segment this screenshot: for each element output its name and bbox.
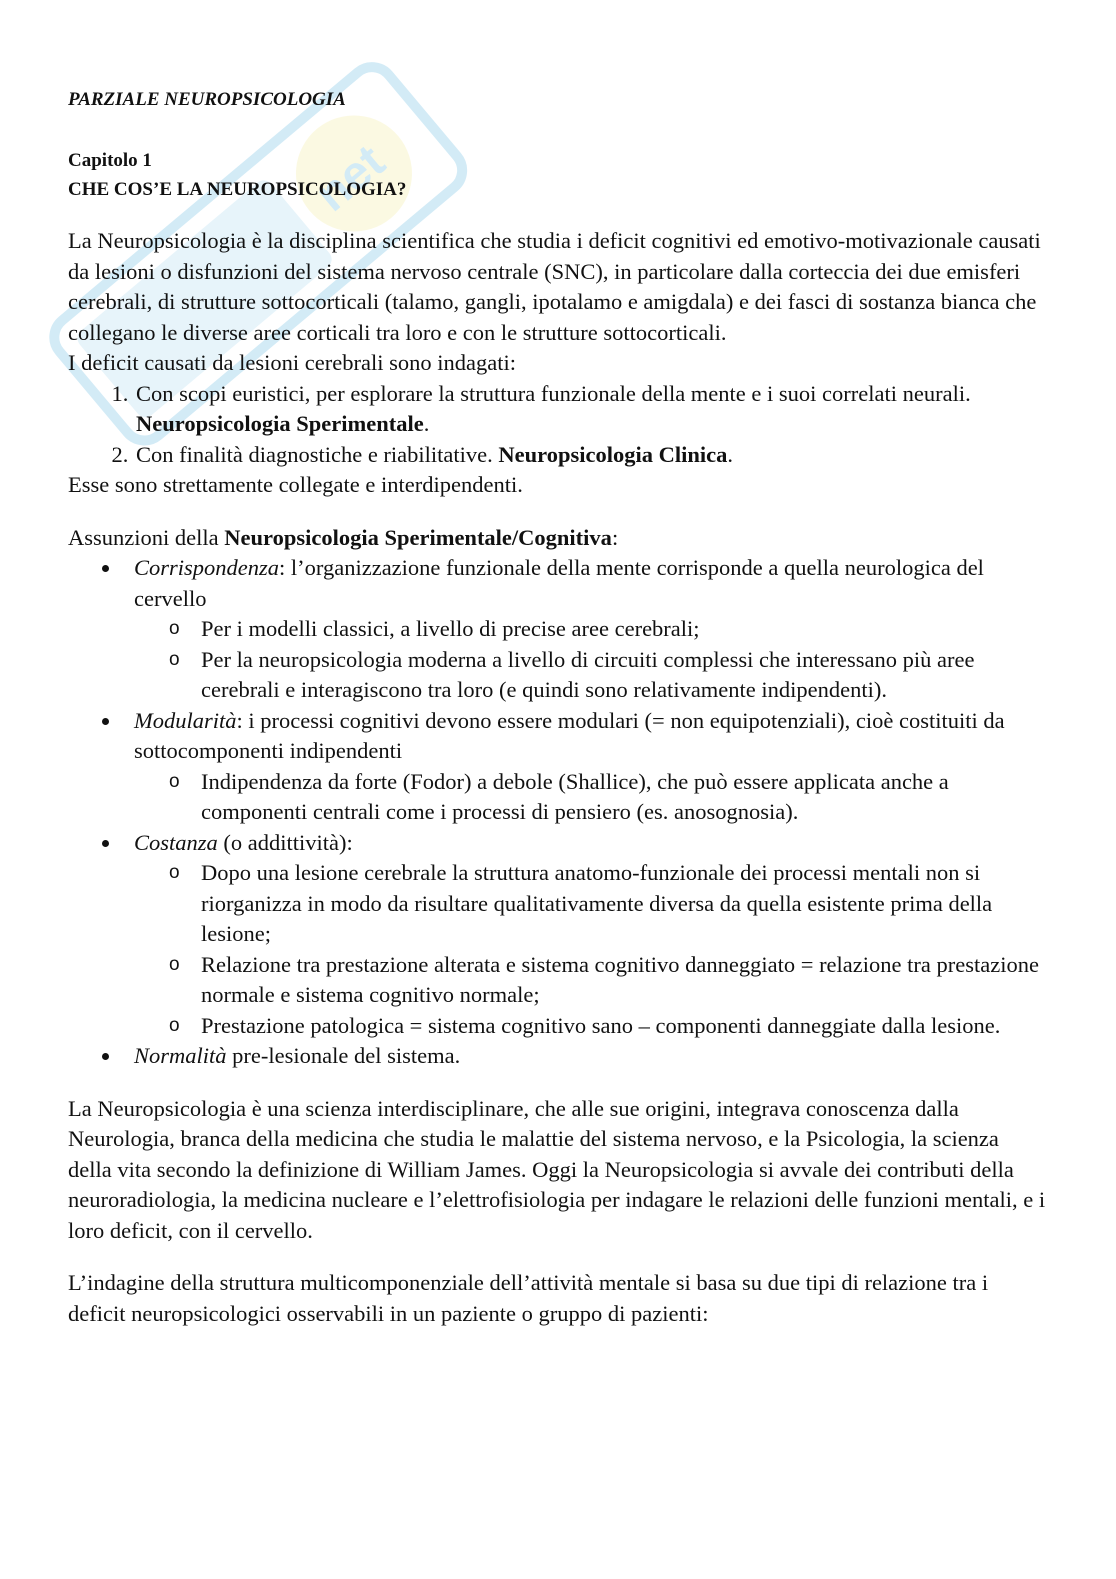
- bullet-icon: [102, 840, 109, 847]
- bullet-icon: [102, 718, 109, 725]
- sub-list-item: [169, 858, 1048, 950]
- sub-list-text: Prestazione patologica = sistema cognitivo sano – componenti danneggiate dalla lesione.: [201, 1012, 1001, 1038]
- assumption-text: : i processi cognitivi devono essere modulari (= non equipotenziali), cioè costituiti da sottocomponenti indipendenti: [134, 707, 1005, 763]
- watermark-text: net: [305, 135, 395, 222]
- assumption-term: Modularità: [134, 707, 237, 733]
- circle-bullet-icon: o: [169, 862, 180, 883]
- intro-conclusion: Esse sono strettamente collegate e interdipendenti.: [68, 472, 523, 497]
- sub-list-item: [169, 1011, 1048, 1042]
- circle-bullet-icon: o: [169, 770, 180, 792]
- document-page: [68, 88, 1048, 1329]
- sub-list-text: Relazione tra prestazione alterata e sistema cognitivo danneggiato = relazione tra prestazione normale e sistema cognitivo normale;: [201, 951, 1039, 1007]
- closing-paragraph-1: La Neuropsicologia è una scienza interdisciplinare, che alle sue origini, integrava conoscenza dalla Neurologia, branca della medicina che studia le malattie del sistema nervoso, e la Psicologia, la scienza della vita secondo la definizione di William James. Oggi la Neuropsicologia si avvale dei contributi della neuroradiologia, la medicina nucleare e l’elettrofisiologia per indagare le relazioni delle funzioni mentali, e i loro deficit, con il cervello.: [68, 1095, 1046, 1243]
- chapter-number: Capitolo 1: [68, 150, 152, 171]
- assumption-term: Costanza: [134, 829, 218, 855]
- list-item-bold: Neuropsicologia Sperimentale: [136, 411, 424, 436]
- assumption-text: pre-lesionale del sistema.: [226, 1043, 461, 1068]
- sub-list-text: Indipendenza da forte (Fodor) a debole (Shallice), che può essere applicata anche a componenti centrali come i processi di pensiero (es. anosognosia).: [201, 768, 949, 824]
- list-item-text: Con finalità diagnostiche e riabilitative.: [136, 441, 499, 467]
- assumption-item: [134, 706, 1048, 828]
- list-item: [134, 440, 1048, 471]
- sub-list-text: Per la neuropsicologia moderna a livello di circuiti complessi che interessano più aree cerebrali e interagiscono tra loro (e quindi sono relativamente indipendenti).: [201, 646, 975, 702]
- sub-list-item: [169, 767, 1048, 828]
- circle-bullet-icon: o: [169, 618, 180, 639]
- intro-paragraph: La Neuropsicologia è la disciplina scientifica che studia i deficit cognitivi ed emotivo-motivazionale causati da lesioni o disfunzioni del sistema nervoso centrale (SNC), in particolare dalla corteccia dei due emisferi cerebrali, di strutture sottocorticali (talamo, gangli, ipotalamo e amigdala) e dei fasci di sostanza bianca che collegano le diverse aree corticali tra loro e con le strutture sottocorticali.: [68, 228, 1041, 345]
- list-item-text: Con scopi euristici, per esplorare la struttura funzionale della mente e i suoi correlati neurali.: [136, 380, 971, 406]
- numbered-list: [68, 379, 1048, 471]
- chapter-title: CHE COS’E LA NEUROPSICOLOGIA?: [68, 179, 407, 200]
- assumption-text: (o addittività):: [217, 829, 353, 855]
- assumption-item: [134, 828, 1048, 1042]
- assumptions-list: [68, 553, 1048, 1072]
- list-item-bold: Neuropsicologia Clinica: [498, 441, 728, 467]
- bullet-icon: [102, 1053, 109, 1060]
- circle-bullet-icon: o: [169, 1014, 180, 1036]
- list-item-period: .: [727, 441, 733, 467]
- sub-list: [134, 767, 1048, 828]
- circle-bullet-icon: o: [169, 648, 180, 670]
- sub-list: [134, 858, 1048, 1041]
- intro-lead: I deficit causati da lesioni cerebrali sono indagati:: [68, 350, 516, 375]
- sub-list-text: Dopo una lesione cerebrale la struttura anatomo-funzionale dei processi mentali non si riorganizza in modo da risultare qualitativamente diversa da quella esistente prima della lesione;: [201, 860, 993, 946]
- document-title: PARZIALE NEUROPSICOLOGIA: [68, 89, 346, 110]
- list-item-period: .: [423, 411, 430, 436]
- list-item: [134, 379, 1048, 440]
- bullet-icon: [102, 565, 109, 572]
- assumption-term: Normalità: [134, 1043, 227, 1068]
- circle-bullet-icon: o: [169, 953, 180, 975]
- sub-list: [134, 614, 1048, 706]
- assumption-item: [134, 553, 1048, 706]
- sub-list-text: Per i modelli classici, a livello di precise aree cerebrali;: [201, 616, 700, 641]
- assumption-term: Corrispondenza: [134, 555, 280, 580]
- closing-paragraph-2: L’indagine della struttura multicomponenziale dell’attività mentale si basa su due tipi di relazione tra i deficit neuropsicologici osservabili in un paziente o gruppo di pazienti:: [68, 1270, 989, 1326]
- assumptions-lead: Assunzioni della Neuropsicologia Sperimentale/Cognitiva:: [68, 524, 619, 550]
- assumption-item: [134, 1041, 1048, 1072]
- sub-list-item: [169, 950, 1048, 1011]
- assumption-text: : l’organizzazione funzionale della mente corrisponde a quella neurologica del cervello: [134, 555, 984, 611]
- sub-list-item: [169, 645, 1048, 706]
- sub-list-item: [169, 614, 1048, 645]
